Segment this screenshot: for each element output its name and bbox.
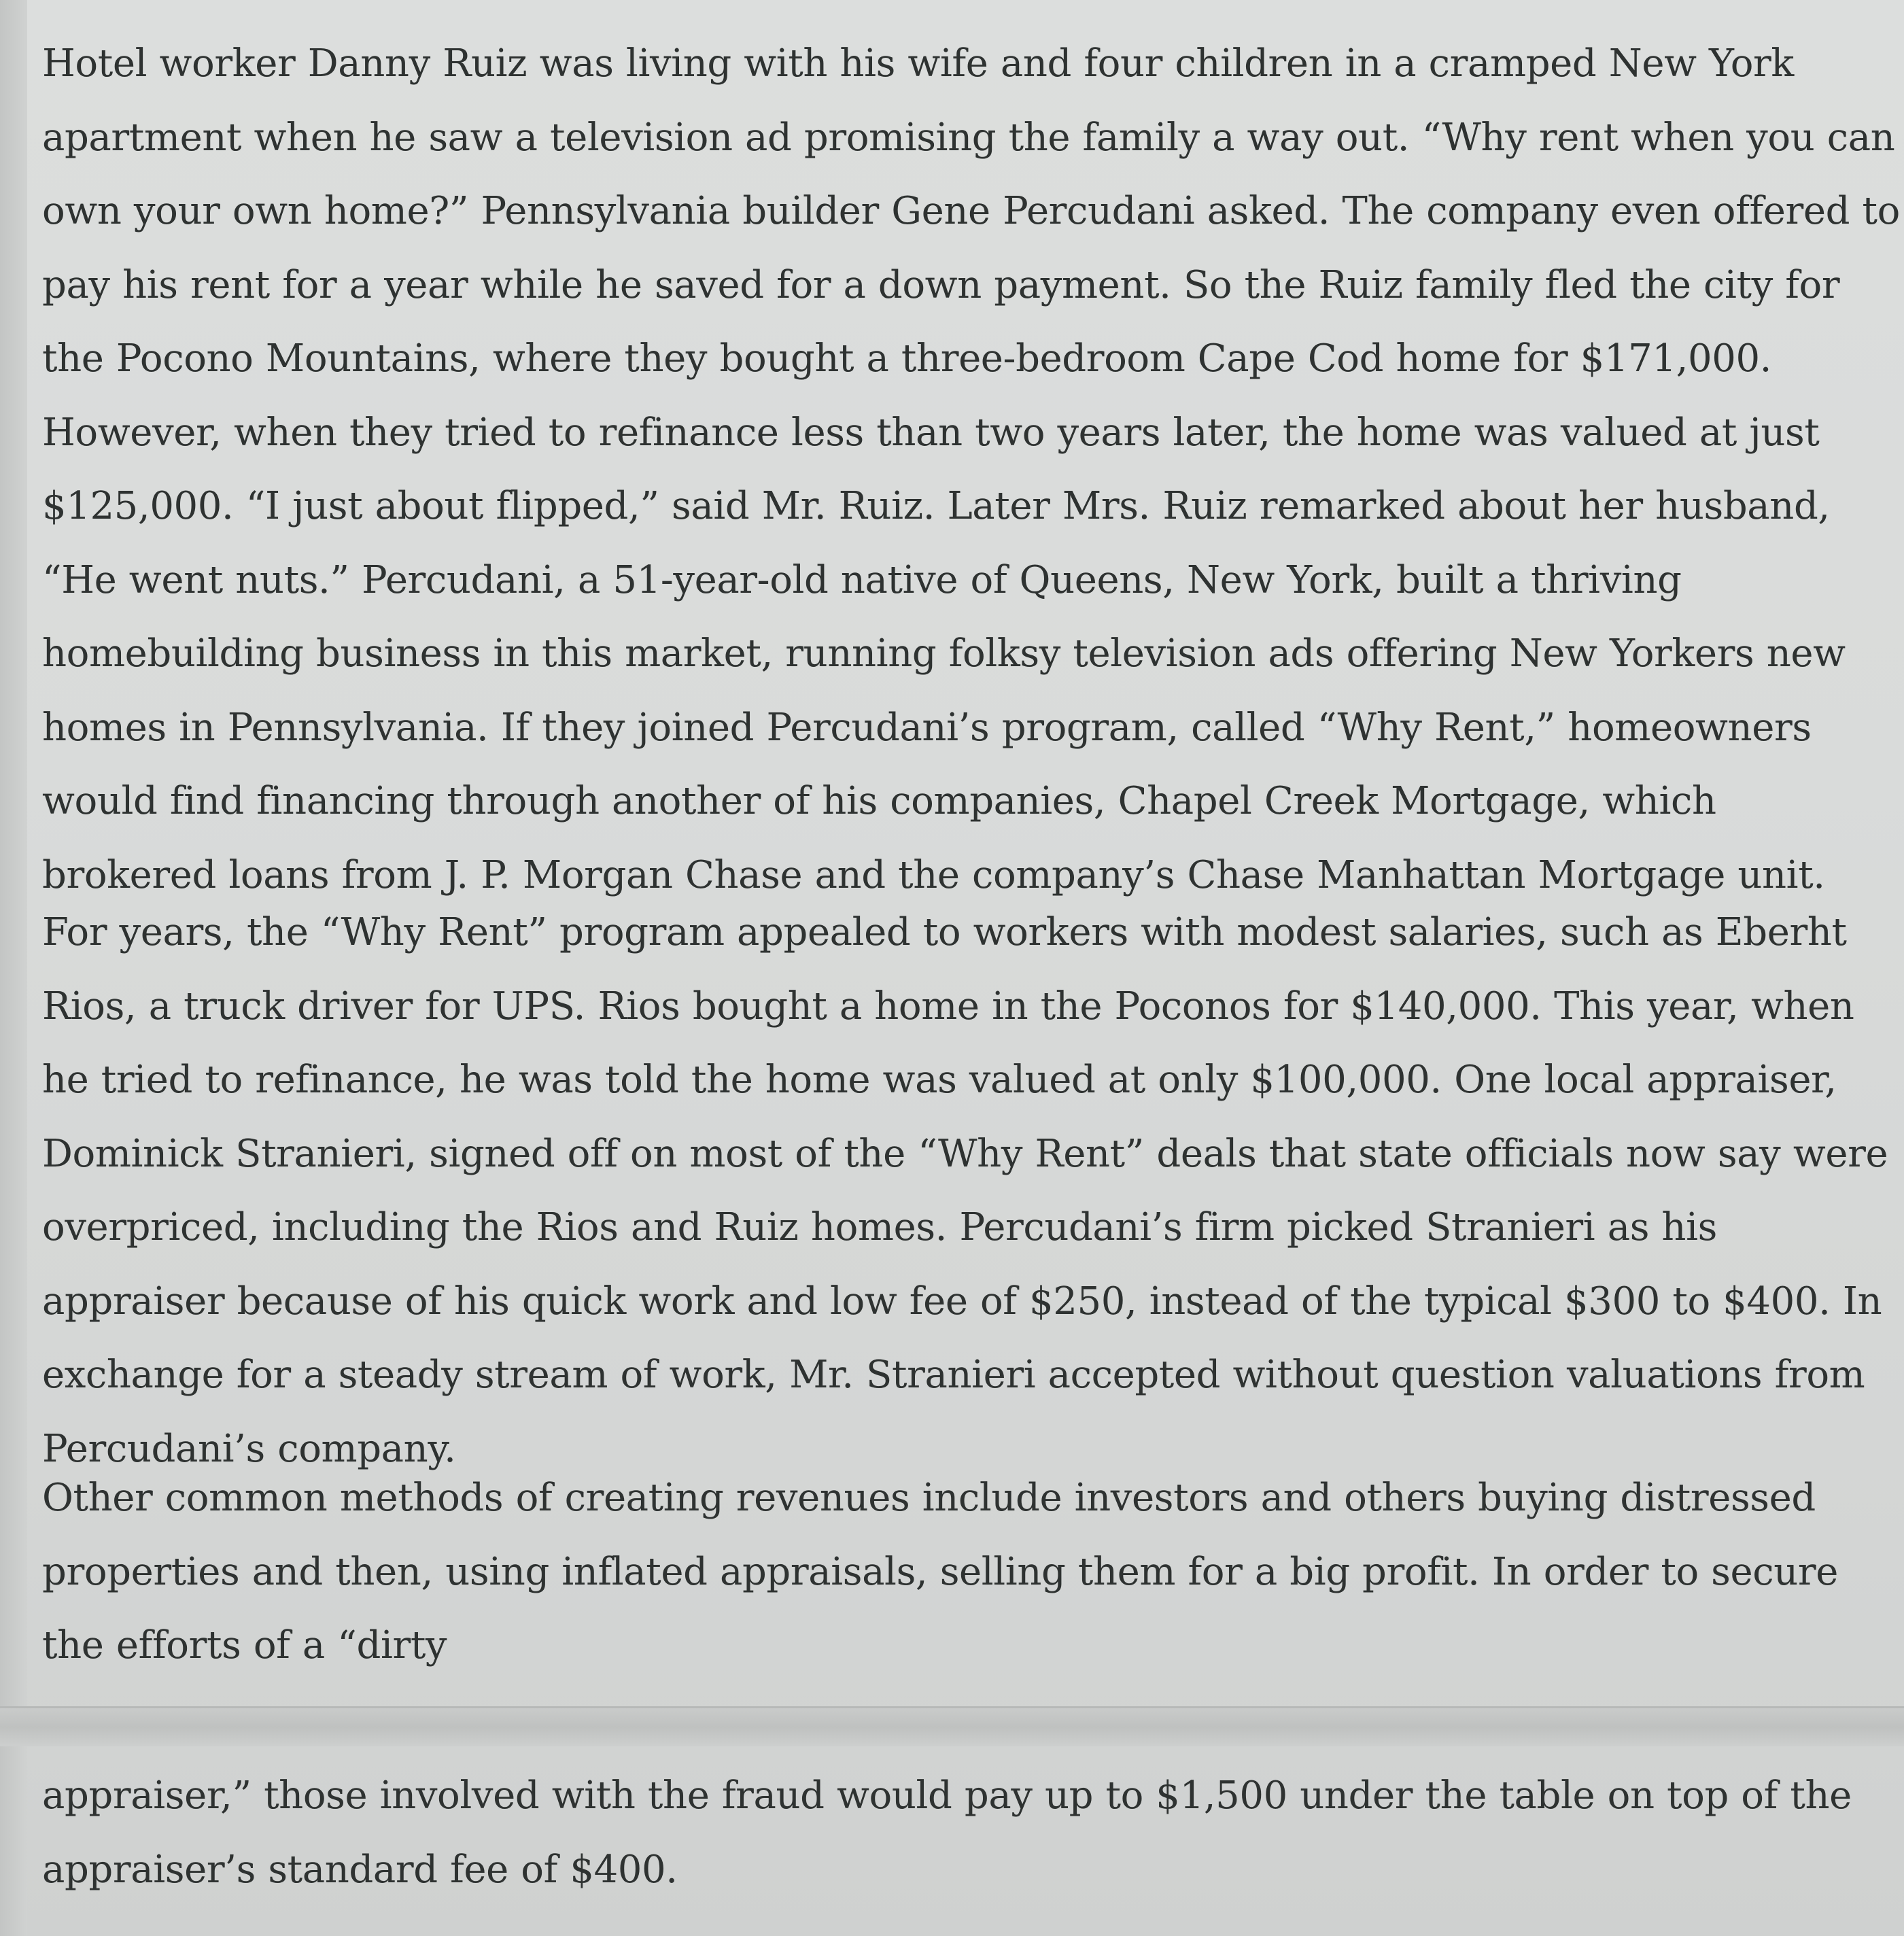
document-page-next [42, 1744, 1904, 1936]
paragraph-other-methods: Other common methods of creating revenues include investors and others buying distressed properties and then, using inflated appraisals, selling them for a big profit. In order to secure the efforts of a “dirty [42, 1476, 1838, 1667]
screen-left-edge [0, 0, 27, 1936]
document-view[interactable] [27, 0, 1904, 1936]
paragraph-rios: For years, the “Why Rent” program appealed to workers with modest salaries, such as Eberht Rios, a truck driver for UPS. Rios bought a home in the Poconos for $140,000. This year, when he tried to refinance, he was told the home was valued at only $100,000. One local appraiser, Dominick Stranieri, signed off on most of the “Why Rent” deals that state officials now say were overpriced, including the Rios and Ruiz homes. Percudani’s firm picked Stranieri as his appraiser because of his quick work and low fee of $250, instead of the typical $300 to $400. In exchange for a steady stream of work, Mr. Stranieri accepted without question valuations from Percudani’s company. [42, 910, 1888, 1471]
paragraph-dirty-appraiser: appraiser,” those involved with the fraud would pay up to $1,500 under the table on top of the appraiser’s standard fee of $400. [42, 1774, 1852, 1892]
document-page [42, 0, 1904, 1699]
page-break [0, 1706, 1904, 1746]
paragraph-ruiz: Hotel worker Danny Ruiz was living with his wife and four children in a cramped New York apartment when he saw a television ad promising the family a way out. “Why rent when you can own your own home?” Pennsylvania builder Gene Percudani asked. The company even offered to pay his rent for a year while he saved for a down payment. So the Ruiz family fled the city for the Pocono Mountains, where they bought a three-bedroom Cape Cod home for $171,000. However, when they tried to refinance less than two years later, the home was valued at just $125,000. “I just about flipped,” said Mr. Ruiz. Later Mrs. Ruiz remarked about her husband, “He went nuts.” Percudani, a 51-year-old native of Queens, New York, built a thriving homebuilding business in this market, running folksy television ads offering New Yorkers new homes in Pennsylvania. If they joined Percudani’s program, called “Why Rent,” homeowners would find financing through another of his companies, Chapel Creek Mortgage, which brokered loans from J. P. Morgan Chase and the company’s Chase Manhattan Mortgage unit. [42, 41, 1900, 897]
